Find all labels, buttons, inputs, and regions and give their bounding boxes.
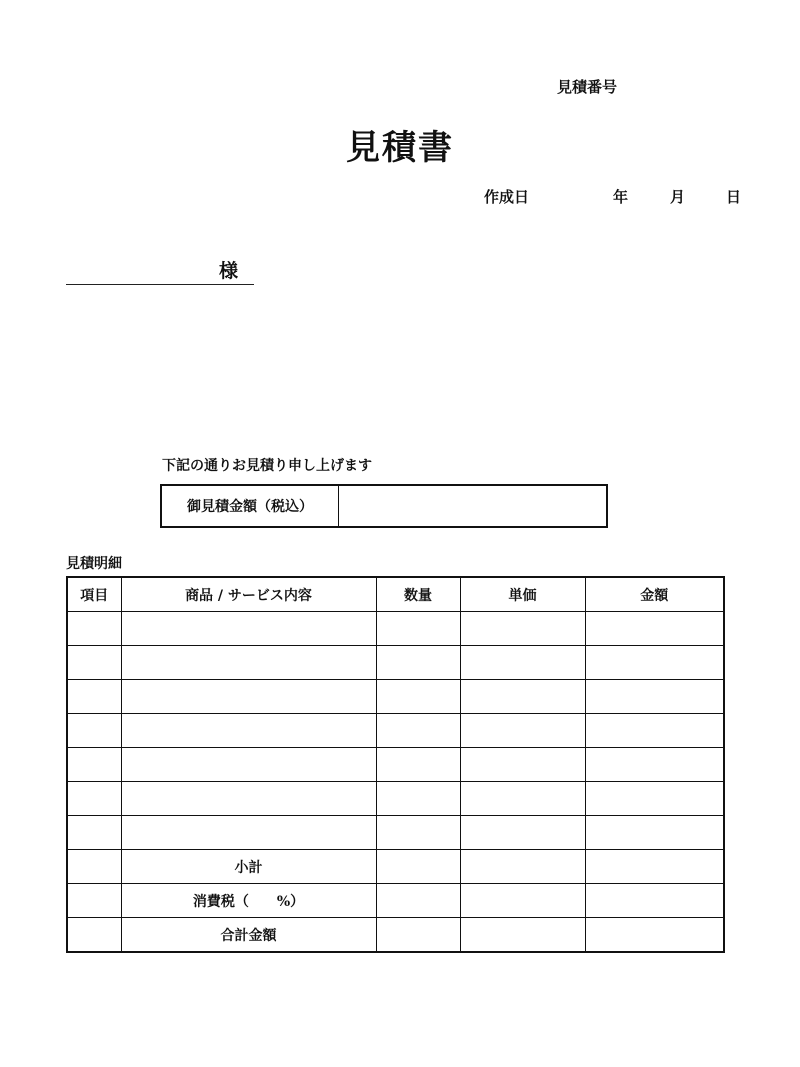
table-cell[interactable] bbox=[460, 816, 585, 850]
table-cell[interactable] bbox=[376, 850, 460, 884]
table-cell[interactable] bbox=[460, 884, 585, 918]
table-cell[interactable] bbox=[460, 918, 585, 953]
table-cell[interactable] bbox=[121, 782, 376, 816]
table-cell[interactable] bbox=[121, 748, 376, 782]
summary-row bbox=[67, 850, 724, 884]
table-cell[interactable] bbox=[460, 612, 585, 646]
table-cell[interactable] bbox=[67, 646, 121, 680]
table-cell[interactable] bbox=[585, 748, 724, 782]
table-cell[interactable] bbox=[121, 714, 376, 748]
table-cell[interactable] bbox=[376, 646, 460, 680]
table-header-row bbox=[67, 577, 724, 612]
table-cell[interactable] bbox=[67, 884, 121, 918]
column-header-quantity: 数量 bbox=[376, 577, 460, 612]
table-cell[interactable] bbox=[376, 612, 460, 646]
date-year-label: 年 bbox=[613, 188, 629, 206]
table-cell[interactable] bbox=[67, 748, 121, 782]
table-cell[interactable] bbox=[67, 918, 121, 953]
table-cell[interactable] bbox=[67, 612, 121, 646]
table-cell[interactable] bbox=[67, 714, 121, 748]
table-cell[interactable] bbox=[585, 612, 724, 646]
table-row bbox=[67, 782, 724, 816]
table-cell[interactable] bbox=[585, 782, 724, 816]
table-cell[interactable] bbox=[585, 646, 724, 680]
table-cell[interactable] bbox=[376, 680, 460, 714]
table-cell[interactable] bbox=[67, 782, 121, 816]
table-row bbox=[67, 646, 724, 680]
details-heading: 見積明細 bbox=[66, 556, 122, 572]
total-amount-field[interactable] bbox=[339, 486, 606, 526]
table-row bbox=[67, 714, 724, 748]
estimate-details-table bbox=[66, 576, 725, 953]
recipient-honorific: 様 bbox=[219, 260, 239, 282]
intro-text: 下記の通りお見積り申し上げます bbox=[162, 458, 372, 474]
table-cell[interactable] bbox=[460, 748, 585, 782]
document-number-label: 見積番号 bbox=[557, 78, 618, 96]
table-row bbox=[67, 612, 724, 646]
table-cell[interactable] bbox=[585, 714, 724, 748]
table-cell[interactable] bbox=[121, 646, 376, 680]
summary-row bbox=[67, 884, 724, 918]
summary-row bbox=[67, 918, 724, 953]
table-cell[interactable] bbox=[585, 884, 724, 918]
summary-label: 消費税（ %） bbox=[121, 884, 376, 918]
column-header-description: 商品 / サービス内容 bbox=[121, 577, 376, 612]
date-month-label: 月 bbox=[670, 188, 686, 206]
table-cell[interactable] bbox=[585, 680, 724, 714]
table-cell[interactable] bbox=[460, 680, 585, 714]
table-cell[interactable] bbox=[121, 680, 376, 714]
date-day-label: 日 bbox=[726, 188, 742, 206]
table-row bbox=[67, 748, 724, 782]
table-row bbox=[67, 680, 724, 714]
column-header-unit-price: 単価 bbox=[460, 577, 585, 612]
table-cell[interactable] bbox=[460, 850, 585, 884]
total-amount-box bbox=[160, 484, 608, 528]
table-cell[interactable] bbox=[585, 816, 724, 850]
table-cell[interactable] bbox=[376, 748, 460, 782]
table-cell[interactable] bbox=[67, 816, 121, 850]
page-title: 見積書 bbox=[346, 128, 454, 168]
table-cell[interactable] bbox=[460, 714, 585, 748]
table-cell[interactable] bbox=[67, 850, 121, 884]
table-cell[interactable] bbox=[376, 714, 460, 748]
table-cell[interactable] bbox=[376, 816, 460, 850]
recipient-name-line[interactable] bbox=[66, 284, 254, 285]
table-cell[interactable] bbox=[376, 884, 460, 918]
column-header-amount: 金額 bbox=[585, 577, 724, 612]
table-cell[interactable] bbox=[121, 612, 376, 646]
table-cell[interactable] bbox=[121, 816, 376, 850]
table-cell[interactable] bbox=[460, 646, 585, 680]
date-label: 作成日 bbox=[484, 188, 530, 206]
column-header-item: 項目 bbox=[67, 577, 121, 612]
total-amount-label: 御見積金額（税込） bbox=[162, 486, 339, 526]
table-cell[interactable] bbox=[376, 918, 460, 953]
table-cell[interactable] bbox=[585, 850, 724, 884]
table-cell[interactable] bbox=[67, 680, 121, 714]
summary-label: 小計 bbox=[121, 850, 376, 884]
summary-label: 合計金額 bbox=[121, 918, 376, 953]
table-cell[interactable] bbox=[376, 782, 460, 816]
table-row bbox=[67, 816, 724, 850]
table-cell[interactable] bbox=[585, 918, 724, 953]
table-cell[interactable] bbox=[460, 782, 585, 816]
